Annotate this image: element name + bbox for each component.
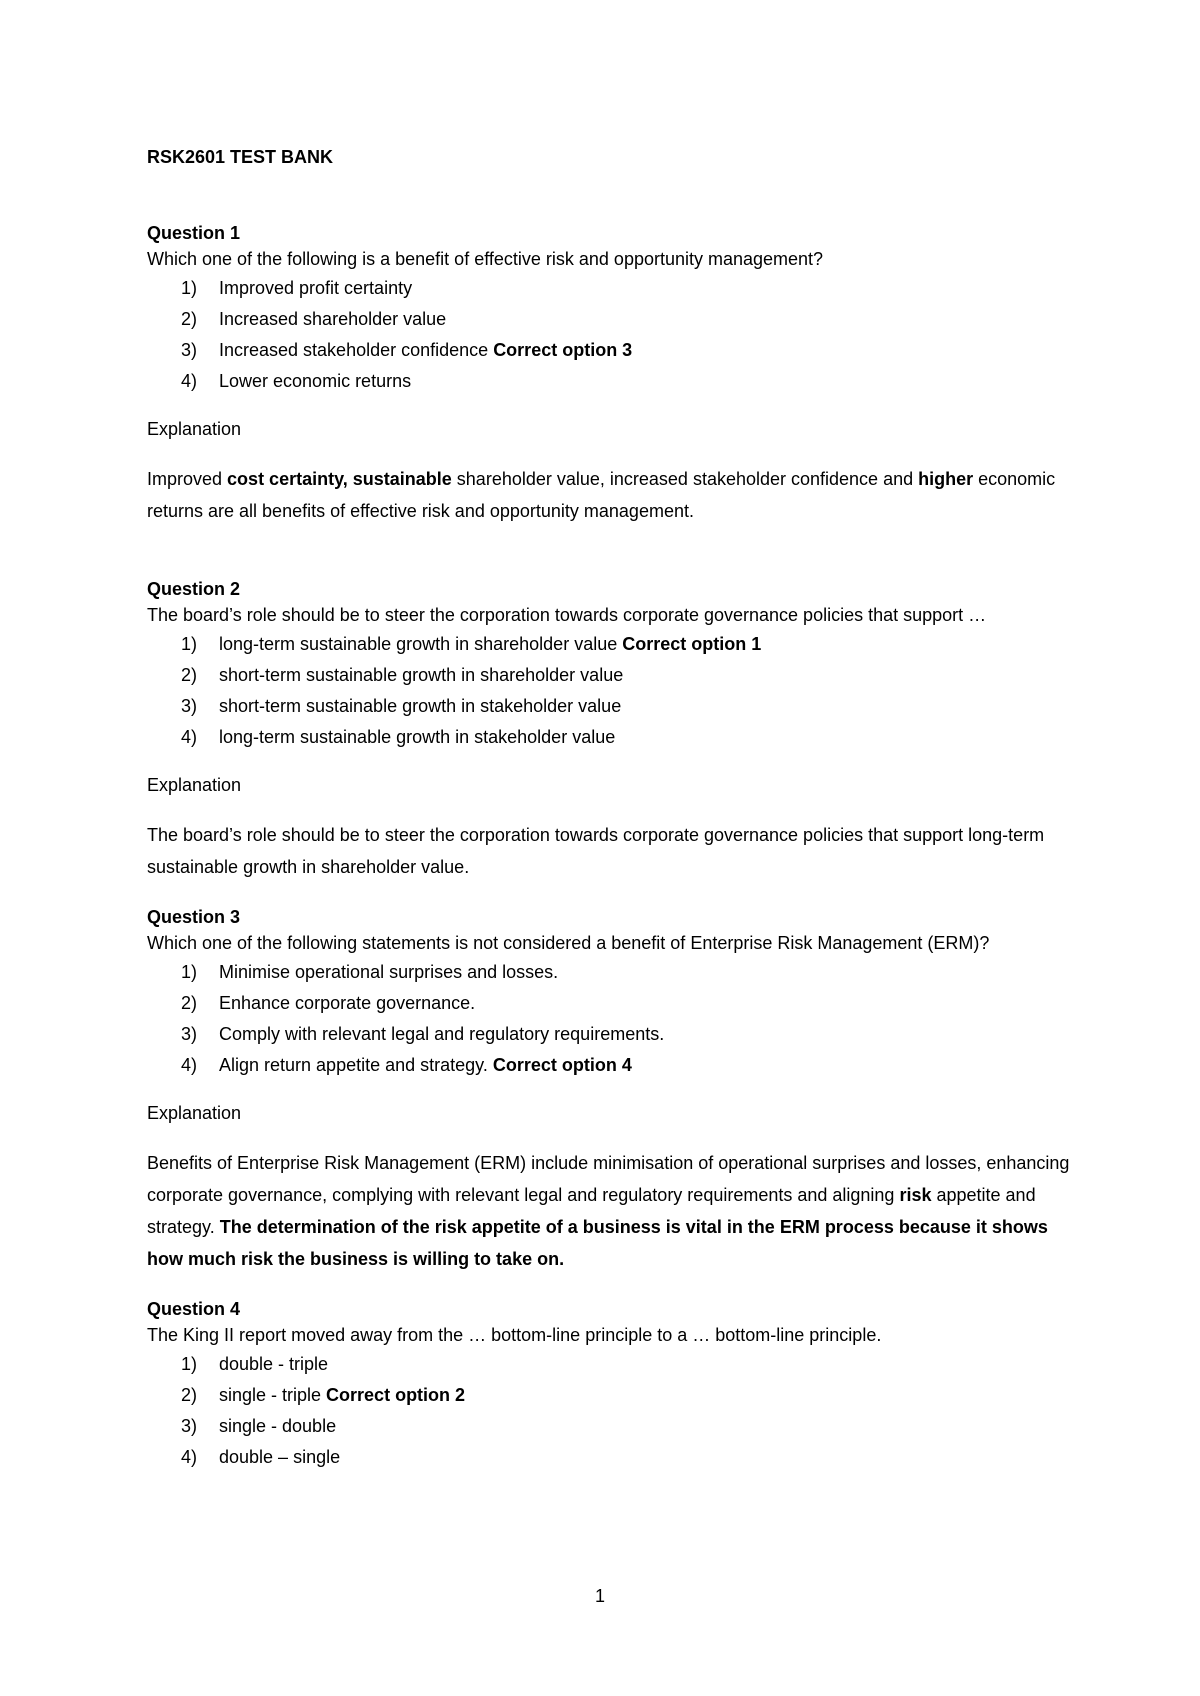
option-list: [147, 957, 1087, 1081]
option-text: long-term sustainable growth in shareholder value: [219, 634, 623, 654]
option-number: 1): [181, 634, 198, 654]
option-number: 2): [181, 1385, 198, 1405]
explanation-text: [147, 1147, 1087, 1275]
explanation-bold-segment: higher: [918, 469, 974, 489]
option-item: [147, 1442, 1087, 1473]
option-item: [147, 660, 1087, 691]
option-item: [147, 1380, 1087, 1411]
explanation-bold-segment: risk: [899, 1185, 932, 1205]
option-text: Increased stakeholder confidence: [219, 340, 494, 360]
explanation-segment: economic returns are all benefits of effective risk and opportunity management.: [147, 469, 1056, 521]
option-list: [147, 629, 1087, 753]
option-number: 3): [181, 340, 198, 360]
option-number: 4): [181, 371, 198, 391]
explanation-label: Explanation: [147, 419, 242, 439]
page-number: 1: [594, 1586, 605, 1606]
explanation-text: [147, 819, 1087, 883]
explanation-segment: shareholder value, increased stakeholder confidence and: [451, 469, 919, 489]
option-item: [147, 366, 1087, 397]
correct-option-marker: Correct option 3: [493, 340, 633, 360]
question-text: Which one of the following statements is not considered a benefit of Enterprise Risk Management (ERM)?: [147, 933, 990, 953]
question-4: [147, 1297, 1087, 1473]
question-heading: Question 4: [147, 1299, 241, 1319]
option-number: 4): [181, 1447, 198, 1467]
option-item: [147, 1019, 1087, 1050]
option-number: 1): [181, 1354, 198, 1374]
question-heading: Question 1: [147, 223, 241, 243]
explanation-text: [147, 463, 1087, 527]
option-item: [147, 988, 1087, 1019]
option-text: single - triple: [219, 1385, 327, 1405]
option-item: [147, 1411, 1087, 1442]
correct-option-marker: Correct option 4: [492, 1055, 632, 1075]
explanation-segment: The board’s role should be to steer the corporation towards corporate governance policies that support long-term sustainable growth in shareholder value.: [147, 825, 1045, 877]
question-text: Which one of the following is a benefit of effective risk and opportunity management?: [147, 249, 824, 269]
option-text: Improved profit certainty: [219, 278, 413, 298]
question-text: The board’s role should be to steer the corporation towards corporate governance policies that support …: [147, 605, 987, 625]
option-text: Increased shareholder value: [219, 309, 447, 329]
option-text: long-term sustainable growth in stakeholder value: [219, 727, 616, 747]
option-number: 3): [181, 696, 198, 716]
option-number: 4): [181, 727, 198, 747]
option-text: Align return appetite and strategy.: [219, 1055, 493, 1075]
explanation-segment: Benefits of Enterprise Risk Management (ERM) include minimisation of operational surprises and losses, enhancing corporate governance, complying with relevant legal and regulatory requirements and aligning: [147, 1153, 1070, 1205]
option-number: 3): [181, 1024, 198, 1044]
explanation-bold-segment: cost certainty, sustainable: [227, 469, 452, 489]
option-number: 2): [181, 665, 198, 685]
option-list: [147, 273, 1087, 397]
correct-option-marker: Correct option 1: [622, 634, 762, 654]
explanation-label: Explanation: [147, 1103, 242, 1123]
option-item: [147, 1349, 1087, 1380]
question-1: [147, 221, 1087, 527]
explanation-segment: appetite and strategy.: [147, 1185, 1036, 1237]
correct-option-marker: Correct option 2: [326, 1385, 466, 1405]
option-item: [147, 691, 1087, 722]
option-item: [147, 629, 1087, 660]
page-content: [147, 145, 1087, 1473]
option-text: short-term sustainable growth in shareholder value: [219, 665, 624, 685]
option-item: [147, 1050, 1087, 1081]
question-text: The King II report moved away from the … bottom-line principle to a … bottom-line principle.: [147, 1325, 882, 1345]
option-item: [147, 957, 1087, 988]
document-title: RSK2601 TEST BANK: [147, 147, 334, 167]
option-text: Enhance corporate governance.: [219, 993, 476, 1013]
option-item: [147, 304, 1087, 335]
option-text: Lower economic returns: [219, 371, 412, 391]
question-2: [147, 577, 1087, 883]
option-text: short-term sustainable growth in stakeholder value: [219, 696, 622, 716]
option-number: 2): [181, 993, 198, 1013]
question-3: [147, 905, 1087, 1275]
option-text: Minimise operational surprises and losses.: [219, 962, 559, 982]
option-number: 1): [181, 278, 198, 298]
option-item: [147, 335, 1087, 366]
option-text: single - double: [219, 1416, 337, 1436]
explanation-segment: Improved: [147, 469, 228, 489]
question-heading: Question 3: [147, 907, 241, 927]
option-item: [147, 273, 1087, 304]
option-item: [147, 722, 1087, 753]
option-text: Comply with relevant legal and regulatory requirements.: [219, 1024, 665, 1044]
question-heading: Question 2: [147, 579, 241, 599]
option-number: 3): [181, 1416, 198, 1436]
option-text: double – single: [219, 1447, 341, 1467]
option-list: [147, 1349, 1087, 1473]
option-number: 4): [181, 1055, 198, 1075]
option-text: double - triple: [219, 1354, 329, 1374]
option-number: 1): [181, 962, 198, 982]
explanation-label: Explanation: [147, 775, 242, 795]
option-number: 2): [181, 309, 198, 329]
explanation-bold-segment: The determination of the risk appetite of a business is vital in the ERM process because it shows how much risk the business is willing to take on.: [147, 1217, 1048, 1269]
